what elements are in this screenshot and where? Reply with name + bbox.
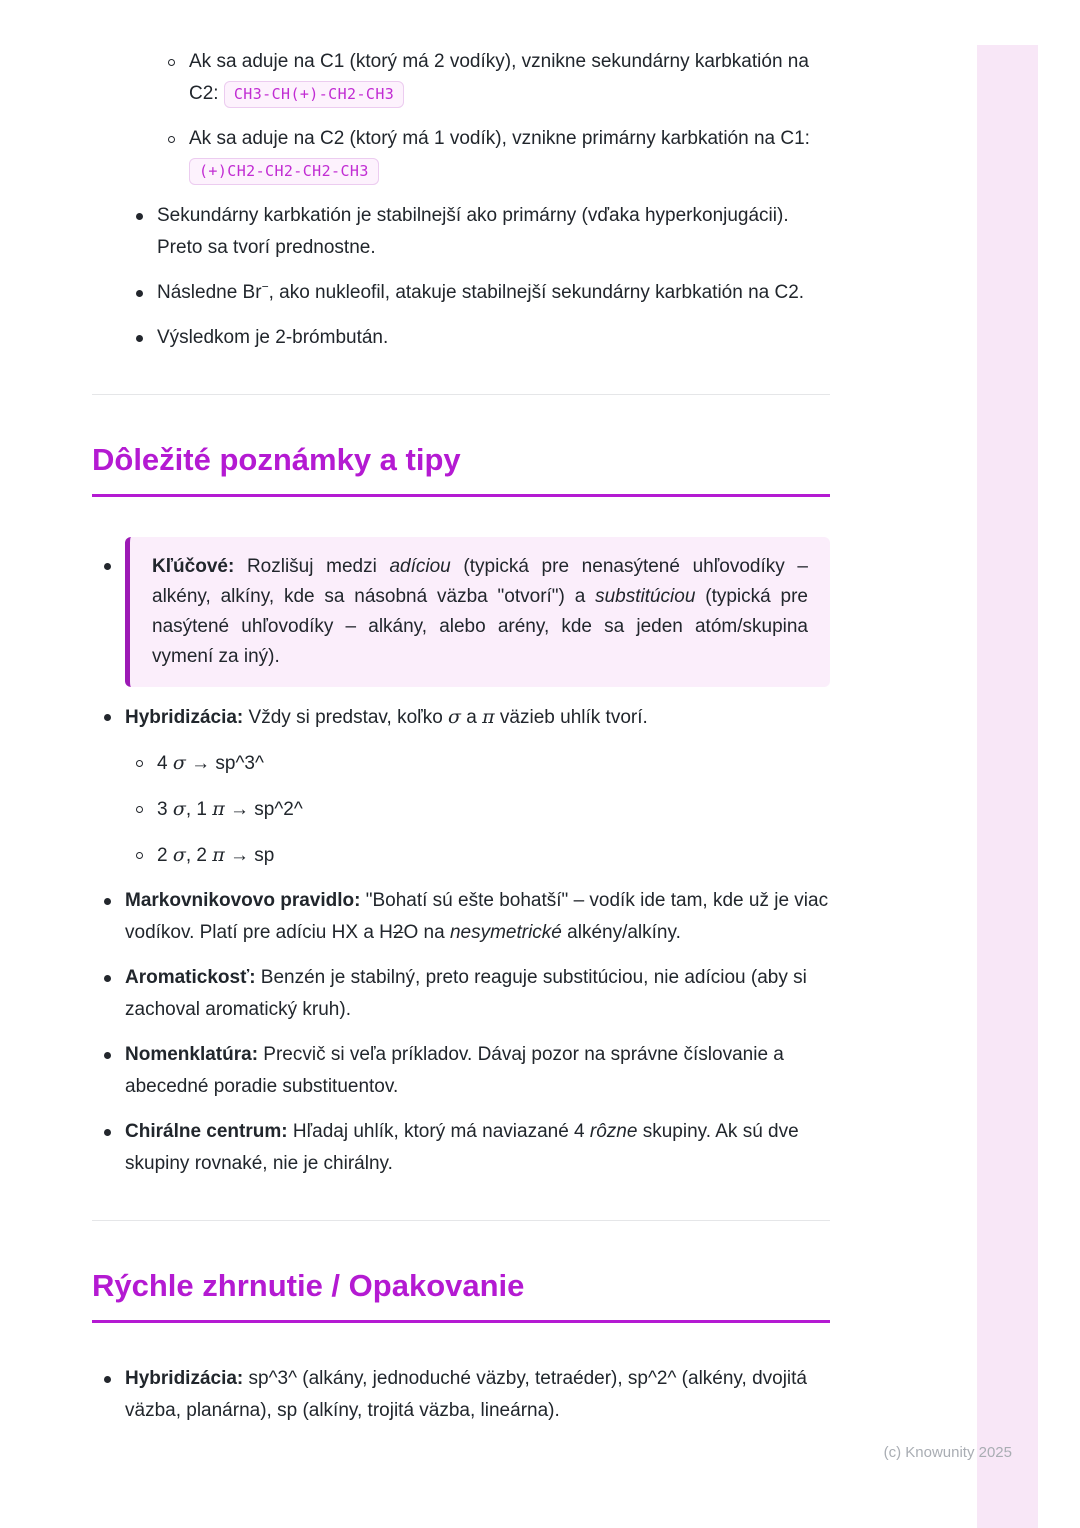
sigma-symbol: σ (172, 798, 186, 820)
disc-bullet-icon (136, 290, 143, 297)
text-segment: , 1 (185, 799, 213, 820)
disc-bullet-icon (104, 563, 111, 570)
list-item (104, 701, 830, 734)
superscript-minus: − (261, 279, 269, 294)
list-item-text: Výsledkom je 2-brómbután. (157, 327, 389, 348)
text-segment: 4 (157, 753, 173, 774)
emphasis-nesymetricke: nesymetrické (449, 922, 562, 943)
list-item (136, 793, 830, 826)
next-page-edge (977, 45, 1038, 1528)
text-segment: väzieb uhlík tvorí. (494, 707, 648, 728)
term-label: Chirálne centrum: (125, 1121, 288, 1142)
text-segment: Ak sa aduje na C2 (ktorý má 1 vodík), vznikne primárny karbkatión na C1: (189, 128, 810, 149)
list-item (136, 322, 830, 354)
circle-bullet-icon (168, 59, 175, 66)
key-callout (125, 537, 830, 687)
text-segment: skupiny. Ak sú dve skupiny rovnaké, nie je chirálny. (125, 1121, 799, 1174)
list-item (104, 885, 830, 949)
text-segment: Hľadaj uhlík, ktorý má naviazané 4 (287, 1121, 590, 1142)
term-label: Hybridizácia: (125, 707, 244, 728)
text-segment: alkény/alkíny. (561, 922, 681, 943)
disc-bullet-icon (104, 1129, 111, 1136)
disc-bullet-icon (104, 1376, 111, 1383)
list-item (136, 277, 830, 309)
text-segment: Ak sa aduje na C1 (ktorý má 2 vodíky), vznikne sekundárny karbkatión na C2: (189, 51, 809, 104)
list-item-text (189, 123, 830, 187)
list-item-text (125, 1363, 830, 1427)
inline-code: (+)CH2-CH2-CH2-CH3 (189, 158, 379, 185)
callout-label: Kľúčové: (152, 556, 235, 577)
section-divider (92, 394, 830, 395)
list-item (136, 839, 830, 872)
list-item (104, 537, 830, 687)
term-label: Nomenklatúra: (125, 1044, 259, 1065)
emphasis-substitucia: substitúciou (595, 586, 696, 607)
disc-bullet-icon (136, 335, 143, 342)
disc-bullet-icon (136, 213, 143, 220)
circle-bullet-icon (136, 760, 143, 767)
disc-bullet-icon (104, 975, 111, 982)
list-item-text (157, 747, 830, 780)
term-label: Hybridizácia: (125, 1368, 244, 1389)
list-item (104, 1039, 830, 1103)
circle-bullet-icon (136, 852, 143, 859)
sigma-symbol: σ (448, 706, 462, 728)
sigma-symbol: σ (172, 752, 186, 774)
term-label: Markovnikovovo pravidlo: (125, 890, 361, 911)
list-item (168, 123, 830, 187)
list-item (168, 46, 830, 110)
list-item-text: Sekundárny karbkatión je stabilnejší ako primárny (vďaka hyperkonjugácii). Preto sa tvorí prednostne. (157, 205, 789, 258)
circle-bullet-icon (136, 806, 143, 813)
text-segment: O na (403, 922, 450, 943)
list-item-text (125, 701, 830, 734)
copyright-watermark: (c) Knowunity 2025 (883, 1444, 1012, 1461)
list-item (136, 747, 830, 780)
list-item-text (157, 839, 830, 872)
list-item-text (157, 793, 830, 826)
disc-bullet-icon (104, 1052, 111, 1059)
struck-subscript: 2 (392, 922, 404, 943)
text-segment: (typická pre nenasýtené uhľovodíky – alkény, alkíny, kde sa násobná väzba "otvorí") a (152, 556, 808, 607)
circle-bullet-icon (168, 136, 175, 143)
text-segment: Precvič si veľa príkladov. Dávaj pozor na správne číslovanie a abecedné poradie substituentov. (125, 1044, 784, 1097)
notes-page-content (92, 0, 830, 1440)
list-item (104, 962, 830, 1026)
disc-bullet-icon (104, 714, 111, 721)
list-item (136, 200, 830, 264)
list-item-text (189, 46, 830, 110)
text-segment: → sp^3^ (185, 753, 264, 774)
list-item (104, 1363, 830, 1427)
text-segment: , 2 (185, 845, 213, 866)
inline-code: CH3-CH(+)-CH2-CH3 (224, 81, 404, 108)
text-segment: (typická pre nasýtené uhľovodíky – alkány, alebo arény, kde sa jeden atóm/skupina vymení za iný). (152, 586, 808, 667)
text-segment: a (461, 707, 483, 728)
section-heading-tips: Dôležité poznámky a tipy (92, 441, 830, 497)
text-segment: → sp^2^ (224, 799, 303, 820)
text-segment: 2 (157, 845, 173, 866)
section-heading-summary: Rýchle zhrnutie / Opakovanie (92, 1267, 830, 1323)
list-item-text (125, 885, 830, 949)
disc-bullet-icon (104, 898, 111, 905)
text-segment: , ako nukleofil, atakuje stabilnejší sekundárny karbkatión na C2. (268, 282, 805, 303)
pi-symbol: π (212, 844, 225, 866)
text-segment: Benzén je stabilný, preto reaguje substitúciou, nie adíciou (aby si zachoval aromatický kruh). (125, 967, 807, 1020)
list-item-text (125, 1039, 830, 1103)
text-segment: Rozlišuj medzi (234, 556, 390, 577)
list-item-text (125, 962, 830, 1026)
list-item-text (157, 277, 830, 309)
emphasis-rozne: rôzne (589, 1121, 638, 1142)
text-segment: Vždy si predstav, koľko (243, 707, 449, 728)
term-label: Aromatickosť: (125, 967, 256, 988)
list-item-text (125, 1116, 830, 1180)
text-segment: Následne Br (157, 282, 262, 303)
text-segment: 3 (157, 799, 173, 820)
text-segment: → sp (224, 845, 275, 866)
section-divider (92, 1220, 830, 1221)
emphasis-adicia: adíciou (389, 556, 451, 577)
pi-symbol: π (482, 706, 495, 728)
list-item (104, 1116, 830, 1180)
text-segment: "Bohatí sú ešte bohatší" – vodík ide tam, kde už je viac vodíkov. Platí pre adíciu HX a H (125, 890, 829, 943)
sigma-symbol: σ (172, 844, 186, 866)
pi-symbol: π (212, 798, 225, 820)
text-segment: sp^3^ (alkány, jednoduché väzby, tetraéder), sp^2^ (alkény, dvojitá väzba, planárna), sp (alkíny, trojitá väzba, lineárna). (125, 1368, 807, 1421)
